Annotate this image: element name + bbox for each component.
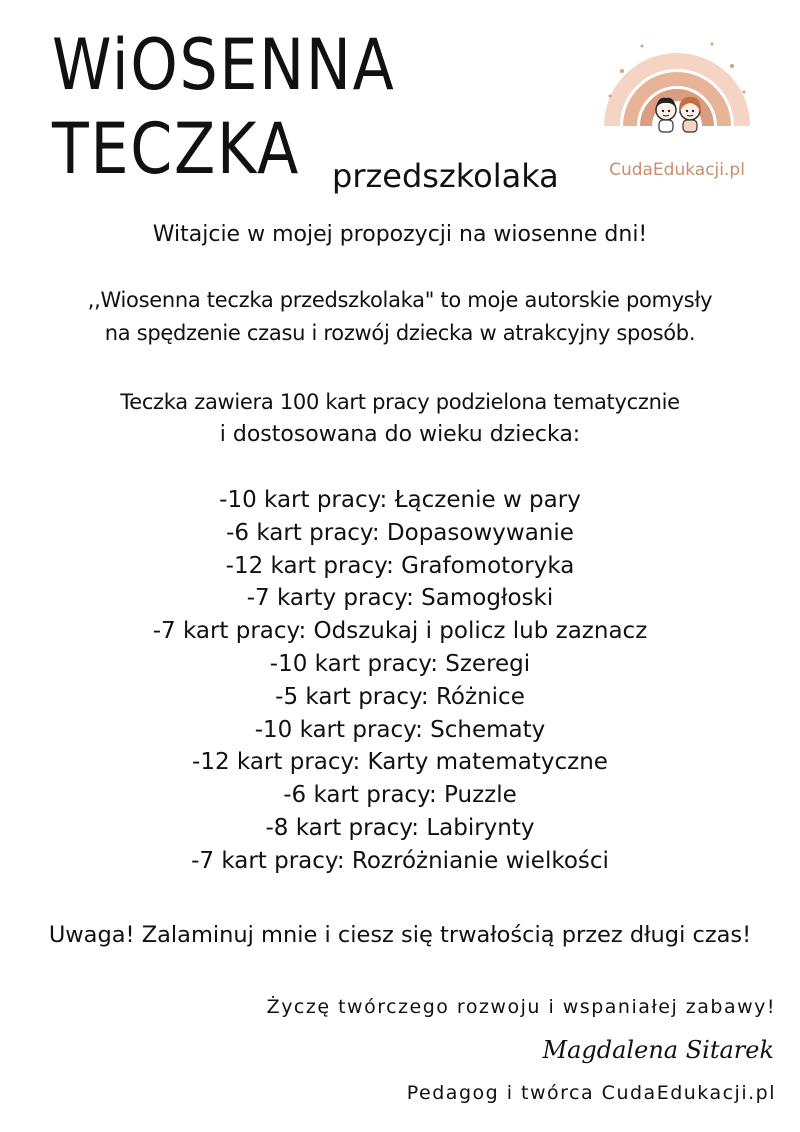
signature: Magdalena Sitarek bbox=[542, 1036, 774, 1064]
list-item: -5 kart pracy: Różnice bbox=[275, 683, 525, 710]
list-item: -7 kart pracy: Rozróżnianie wielkości bbox=[191, 847, 609, 874]
title-line-1: WiOSENNA bbox=[52, 24, 396, 106]
children-icon bbox=[656, 97, 701, 132]
list-item: -12 kart pracy: Karty matematyczne bbox=[192, 749, 608, 776]
logo-text: CudaEdukacji.pl bbox=[609, 160, 745, 180]
author-footer: Pedagog i twórca CudaEdukacji.pl bbox=[406, 1082, 776, 1104]
contents-line-1: Teczka zawiera 100 kart pracy podzielona tematycznie bbox=[120, 390, 680, 414]
list-item: -12 kart pracy: Grafomotoryka bbox=[225, 552, 575, 579]
contents-line-2: i dostosowana do wieku dziecka: bbox=[219, 422, 581, 447]
list-item: -7 karty pracy: Samogłoski bbox=[246, 585, 554, 612]
intro-line-2: na spędzenie czasu i rozwój dziecka w atrakcyjny sposób. bbox=[104, 321, 696, 345]
list-item: -6 kart pracy: Puzzle bbox=[283, 782, 517, 809]
list-item: -7 kart pracy: Odszukaj i policz lub zaznacz bbox=[152, 618, 648, 645]
worksheet-list bbox=[0, 484, 800, 878]
subtitle: przedszkolaka bbox=[332, 157, 559, 195]
laminate-note: Uwaga! Zalaminuj mnie i ciesz się trwałością przez długi czas! bbox=[48, 922, 752, 948]
greeting: Witajcie w mojej propozycji na wiosenne dni! bbox=[152, 222, 648, 247]
list-item: -10 kart pracy: Schematy bbox=[254, 716, 546, 743]
rainbow-icon bbox=[602, 26, 752, 161]
title-line-2: TECZKA bbox=[52, 108, 301, 190]
intro-line-1: ,,Wiosenna teczka przedszkolaka" to moje autorskie pomysły bbox=[87, 288, 713, 312]
list-item: -10 kart pracy: Szeregi bbox=[269, 650, 531, 677]
list-item: -8 kart pracy: Labirynty bbox=[265, 814, 535, 841]
brand-logo bbox=[602, 26, 752, 180]
closing-wish: Życzę twórczego rozwoju i wspaniałej zabawy! bbox=[266, 996, 776, 1018]
list-item: -6 kart pracy: Dopasowywanie bbox=[226, 519, 574, 546]
list-item: -10 kart pracy: Łączenie w pary bbox=[219, 487, 581, 513]
